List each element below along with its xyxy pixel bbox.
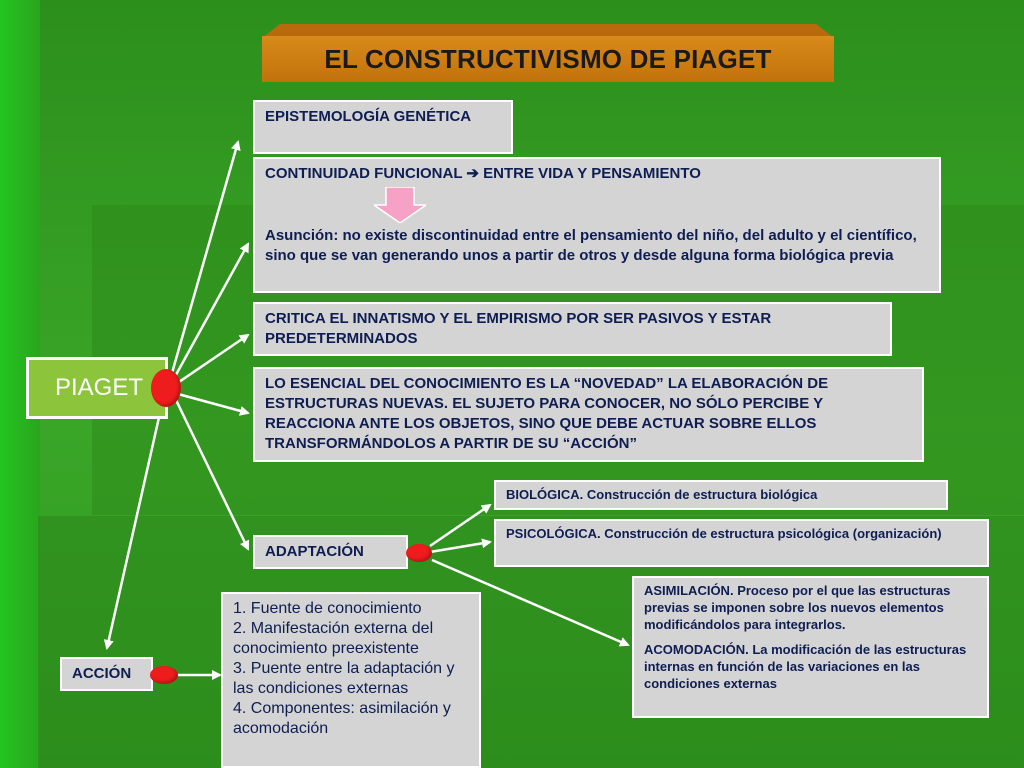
asimilacion-term: ASIMILACIÓN. (644, 583, 734, 598)
arrow-to-biologica (430, 505, 490, 546)
continuidad-heading: CONTINUIDAD FUNCIONAL ➔ ENTRE VIDA Y PENSAMIENTO (265, 165, 701, 182)
box-asimilacion-acomodacion (632, 576, 989, 718)
asimilacion-desc: Proceso por el que las estructuras previas se imponen sobre los nuevos elementos modificándolos para integrarlos. (644, 583, 951, 632)
root-node-piaget: PIAGET (26, 357, 168, 419)
asimilacion-entry (644, 582, 977, 633)
arrow-to-accion (107, 404, 162, 648)
box-epistemologia (253, 100, 513, 154)
box-adaptacion-text: ADAPTACIÓN (265, 543, 364, 560)
adaptacion-connector-dot (406, 544, 432, 562)
accion-list-item-4: 4. Componentes: asimilación y acomodación (233, 700, 451, 737)
box-accion-list (221, 592, 481, 768)
box-esencial-text: LO ESENCIAL DEL CONOCIMIENTO ES LA “NOVEDAD” LA ELABORACIÓN DE ESTRUCTURAS NUEVAS. EL SUJETO PARA CONOCER, NO SÓLO PERCIBE Y REACCIONA ANTE LOS OBJETOS, SINO QUE DEBE ACTUAR SOBRE ELLOS TRANSFORMÁNDOLOS A PARTIR DE SU “ACCIÓN” (265, 375, 829, 452)
box-adaptacion (253, 535, 408, 569)
arrow-to-psicologica (430, 542, 490, 552)
acomodacion-entry (644, 641, 977, 692)
arrow-to-esencial (178, 394, 248, 413)
page-title: EL CONSTRUCTIVISMO DE PIAGET (324, 44, 772, 74)
box-critica (253, 302, 892, 356)
box-continuidad (253, 157, 941, 293)
box-accion-text: ACCIÓN (72, 665, 132, 682)
box-critica-text: CRITICA EL INNATISMO Y EL EMPIRISMO POR SER PASIVOS Y ESTAR PREDETERMINADOS (265, 310, 772, 347)
accion-connector-dot (150, 666, 178, 684)
entry-spacer (644, 633, 977, 641)
box-esencial (253, 367, 924, 462)
arrow-to-epistemologia (170, 142, 238, 380)
psicologica-term: PSICOLÓGICA. (506, 526, 601, 541)
root-connector-dot (151, 369, 181, 407)
accion-list-item-3: 3. Puente entre la adaptación y las condiciones externas (233, 660, 455, 697)
arrow-to-critica (176, 335, 248, 384)
biologica-desc: Construcción de estructura biológica (586, 487, 818, 502)
title-banner (262, 24, 834, 82)
biologica-term: BIOLÓGICA. (506, 487, 584, 502)
acomodacion-term: ACOMODACIÓN. (644, 642, 749, 657)
accion-list-item-1: 1. Fuente de conocimiento (233, 600, 422, 617)
down-arrow-icon (374, 187, 426, 223)
continuidad-body: Asunción: no existe discontinuidad entre el pensamiento del niño, del adulto y el científico, sino que se van generando unos a partir de otros y desde alguna forma biológica previa (265, 227, 917, 264)
box-accion (60, 657, 153, 691)
arrow-to-adaptacion (176, 400, 248, 549)
box-biologica (494, 480, 948, 510)
continuidad-spacer (265, 184, 929, 226)
box-epistemologia-text: EPISTEMOLOGÍA GENÉTICA (265, 108, 472, 125)
box-psicologica (494, 519, 989, 567)
accion-list-item-2: 2. Manifestación externa del conocimiento preexistente (233, 620, 434, 657)
acomodacion-desc: La modificación de las estructuras internas en función de las variaciones en las condiciones externas (644, 642, 967, 691)
psicologica-desc: Construcción de estructura psicológica (organización) (604, 526, 942, 541)
